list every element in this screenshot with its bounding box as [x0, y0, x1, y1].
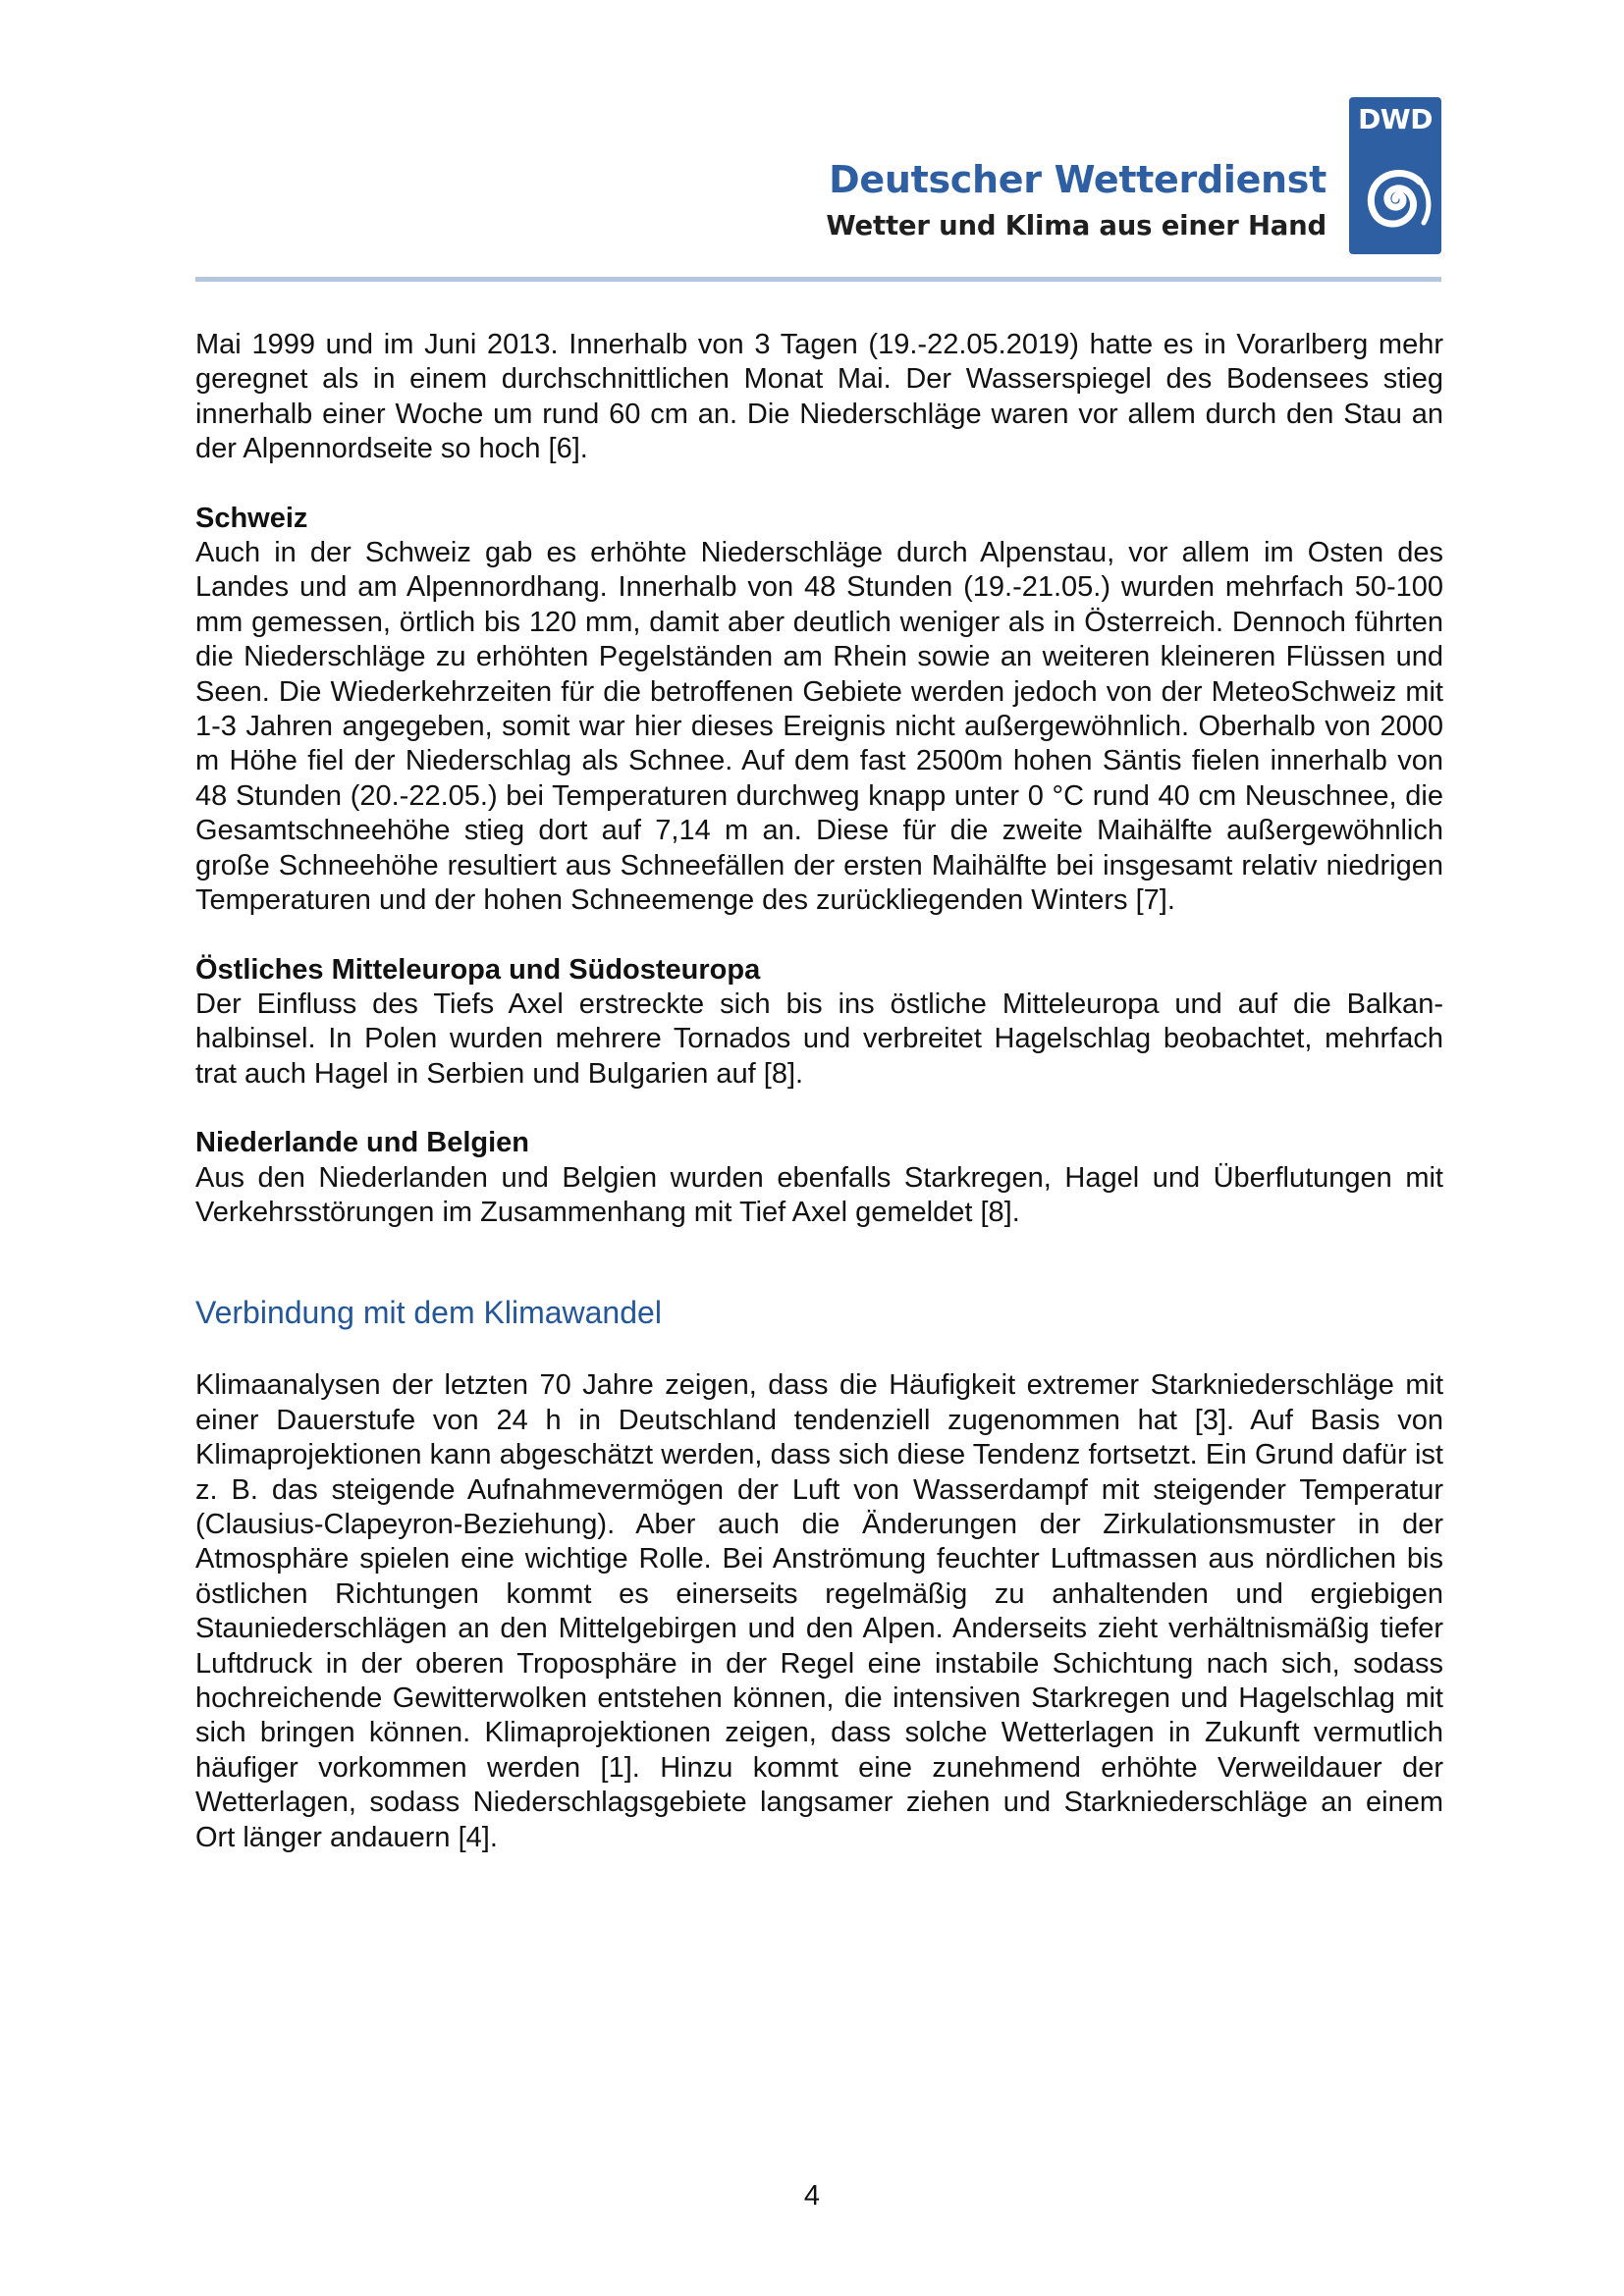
page-number: 4: [803, 2180, 821, 2212]
subheading-osteuropa: Östliches Mitteleuropa und Südosteuropa: [195, 953, 761, 986]
section-heading-klimawandel: Verbindung mit dem Klimawandel: [195, 1295, 662, 1331]
paragraph-benelux: Aus den Niederlanden und Belgien wurden ebenfalls Starkregen, Hagel und Überflutungen mit Verkehrsstörungen im Zusammenhang mit Tief Axel gemeldet [8].: [195, 1161, 1443, 1228]
paragraph-schweiz: Auch in der Schweiz gab es erhöhte Niederschläge durch Alpenstau, vor allem im Osten des Landes und am Alpennordhang. Innerhalb von 48 Stunden (19.-21.05.) wurden mehrfach 50-100 mm gemessen, örtlich bis 120 mm, damit aber deutlich weniger als in Österreich. Dennoch führten die Niederschläge zu erhöhten Pegelständen am Rhein sowie an weiteren kleineren Flüssen und Seen. Die Wiederkehrzeiten für die betroffenen Gebiete werden jedoch von der MeteoSchweiz mit 1-3 Jahren angegeben, somit war hier dieses Ereignis nicht außergewöhnlich. Oberhalb von 2000 m Höhe fiel der Niederschlag als Schnee. Auf dem fast 2500m hohen Säntis fielen innerhalb von 48 Stunden (20.-22.05.) bei Temperaturen durchweg knapp unter 0 °C rund 40 cm Neuschnee, die Gesamtschneehöhe stieg dort auf 7,14 m an. Diese für die zweite Maihälfte außergewöhnlich große Schneehöhe resultiert aus Schneefällen der ersten Maihälfte bei insgesamt relativ niedrigen Temperaturen und der hohen Schneemenge des zurückliegenden Winters [7].: [195, 537, 1443, 917]
dwd-logo: [1349, 97, 1441, 254]
brand-name: Deutscher Wetterdienst: [829, 158, 1326, 201]
header-divider: [195, 277, 1441, 282]
document-body: [195, 328, 1443, 1855]
spiral-icon: [1349, 144, 1441, 252]
intro-paragraph: Mai 1999 und im Juni 2013. Innerhalb von 3 Tagen (19.-22.05.2019) hatte es in Vorarlberg mehr geregnet als in einem durchschnittlichen Monat Mai. Der Wasserspiegel des Bodensees stieg innerhalb einer Woche um rund 60 cm an. Die Niederschläge waren vor allem durch den Stau an der Alpennordseite so hoch [6].: [195, 329, 1443, 465]
page-header: [0, 0, 1624, 294]
brand-tagline: Wetter und Klima aus einer Hand: [826, 210, 1326, 241]
paragraph-osteuropa: Der Einfluss des Tiefs Axel erstreckte sich bis ins östliche Mitteleuropa und auf die Balkanhalbinsel. In Polen wurden mehrere Tornados und verbreitet Hagelschlag beobachtet, mehrfach trat auch Hagel in Serbien und Bulgarien auf [8].: [195, 988, 1443, 1090]
subheading-benelux: Niederlande und Belgien: [195, 1127, 529, 1159]
logo-text: DWD: [1358, 103, 1433, 135]
subheading-schweiz: Schweiz: [195, 502, 308, 534]
paragraph-klimawandel: Klimaanalysen der letzten 70 Jahre zeigen, dass die Häufigkeit extremer Starkniederschläge mit einer Dauerstufe von 24 h in Deutschland tendenziell zugenommen hat [3]. Auf Basis von Klimaprojektionen kann abgeschätzt werden, dass sich diese Tendenz fortsetzt. Ein Grund dafür ist z. B. das steigende Aufnahmevermögen der Luft von Wasserdampf mit steigender Temperatur (Clausius-Clapeyron-Beziehung). Aber auch die Änderungen der Zirkulationsmuster in der Atmosphäre spielen eine wichtige Rolle. Bei Anströmung feuchter Luftmassen aus nördlichen bis östlichen Richtungen kommt es einerseits regelmäßig zu anhaltenden und ergiebigen Stauniederschlägen an den Mittelgebirgen und den Alpen. Anderseits zieht verhältnismäßig tiefer Luftdruck in der oberen Troposphäre in der Regel eine instabile Schichtung nach sich, sodass hochreichende Gewitterwolken entstehen können, die intensiven Starkregen und Hagelschlag mit sich bringen können. Klimaprojektionen zeigen, dass solche Wetterlagen in Zukunft vermutlich häufiger vorkommen werden [1]. Hinzu kommt eine zunehmend erhöhte Verweildauer der Wetterlagen, sodass Niederschlagsgebiete langsamer ziehen und Starkniederschläge an einem Ort länger andauern [4].: [195, 1369, 1443, 1853]
